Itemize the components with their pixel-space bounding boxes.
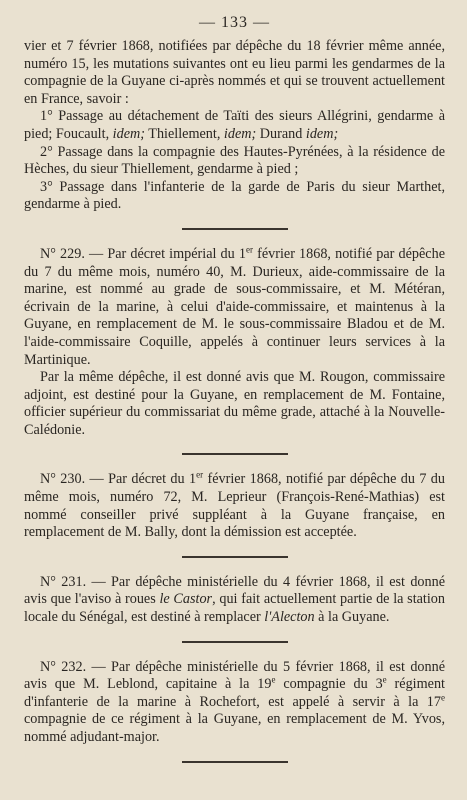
section-divider xyxy=(182,641,288,643)
section-divider xyxy=(182,453,288,455)
paragraph: N° 231. — Par dépêche ministérielle du 4 février 1868, il est donné avis que l'aviso à roues le Castor, qui fait actuellement partie de la station locale du Sénégal, est destiné à remplacer l'Alecton à la Guyane. xyxy=(24,573,445,626)
section-229 xyxy=(24,246,445,440)
section-divider xyxy=(182,761,288,763)
paragraph: 2° Passage dans la compagnie des Hautes-Pyrénées, à la résidence de Hèches, du sieur Thiellement, gendarme à pied ; xyxy=(24,143,445,178)
section-divider xyxy=(182,228,288,230)
paragraph: N° 232. — Par dépêche ministérielle du 5 février 1868, il est donné avis que M. Leblond, capitaine à la 19e compagnie du 3e régiment d'infanterie de la marine à Rochefort, est appelé à servir à la 17e compagnie de ce régiment à la Guyane, en remplacement de M. Yvos, nommé adjudant-major. xyxy=(24,658,445,745)
continued-section xyxy=(24,38,445,214)
section-231 xyxy=(24,574,445,627)
paragraph: N° 229. — Par décret impérial du 1er février 1868, notifié par dépêche du 7 du même mois, numéro 40, M. Durieux, aide-commissaire de la marine, est nommé au grade de sous-commissaire, et M. Météran, écrivain de la marine, à celui d'aide-commissaire, et maintenus à la Guyane, en remplacement de M. le sous-commissaire Bladou et de M. l'aide-commissaire Coquille, appelés à continuer leurs services à la Martinique. xyxy=(24,244,445,368)
paragraph: vier et 7 février 1868, notifiées par dépêche du 18 février même année, numéro 15, les mutations suivantes ont eu lieu parmi les gendarmes de la compagnie de la Guyane ci-après nommés et qui se trouvent actuellement en France, savoir : xyxy=(24,38,445,107)
paragraph: 1° Passage au détachement de Taïti des sieurs Allégrini, gendarme à pied; Foucault, idem; Thiellement, idem; Durand idem; xyxy=(24,108,445,142)
section-230 xyxy=(24,471,445,541)
section-232 xyxy=(24,659,445,747)
paragraph: Par la même dépêche, il est donné avis que M. Rougon, commissaire adjoint, est destiné pour la Guyane, en remplacement de M. Fontaine, officier supérieur du commissariat du même grade, attaché à la Nouvelle-Calédonie. xyxy=(24,369,445,438)
section-divider xyxy=(182,556,288,558)
paragraph: N° 230. — Par décret du 1er février 1868, notifié par dépêche du 7 du même mois, numéro 72, M. Leprieur (François-René-Mathias) est nommé conseiller privé suppléant à la Guyane française, en remplacement de M. Bally, dont la démission est acceptée. xyxy=(24,469,445,541)
paragraph: 3° Passage dans l'infanterie de la garde de Paris du sieur Marthet, gendarme à pied. xyxy=(24,178,445,213)
page-number: — 133 — xyxy=(199,14,270,31)
